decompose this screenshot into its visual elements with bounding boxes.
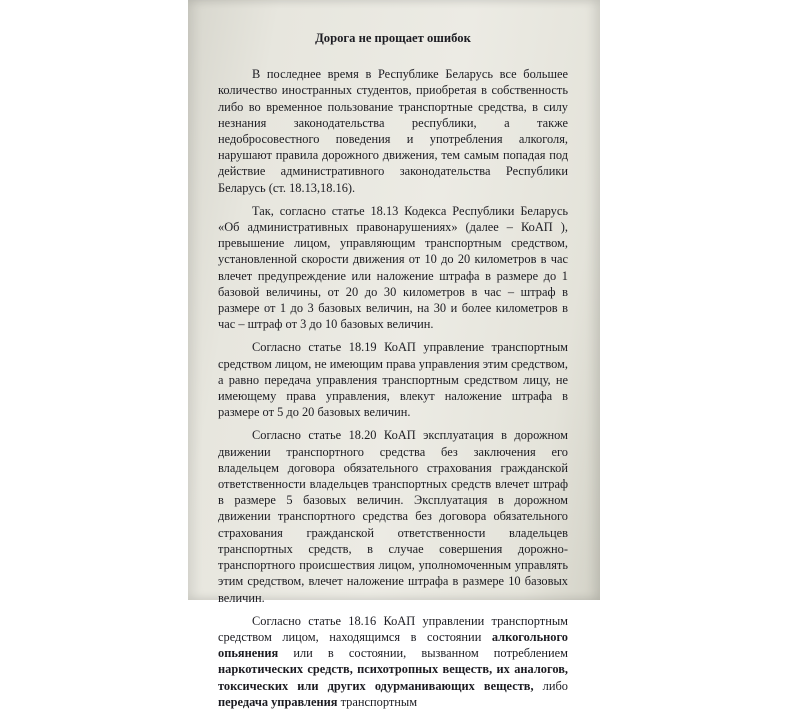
text-segment: транспортным [337,694,418,709]
bold-transfer: передача управления [218,694,338,709]
document-body [218,0,568,717]
bold-alcohol: алкогольного опьянения [218,629,568,661]
paragraph-article-18-13: Так, согласно статье 18.13 Кодекса Республики Беларусь «Об административных правонарушениях» (далее – КоАП ), превышение лицом, управляющим транспортным средством, установленной скорости движения от 10 до 20 километров в час влечет предупреждение или наложение штрафа в размере до 1 базовой величины, от 20 до 30 километров в час – штраф в размере от 1 до 3 базовых величин, на 30 и более километров в час – штраф от 3 до 10 базовых величин. [218,203,568,332]
bold-substances: наркотических средств, психотропных веществ, их аналогов, токсических или других одурманивающих веществ, [218,662,568,693]
document-title: Дорога не прощает ошибок [315,31,471,45]
paragraph-intro: В последнее время в Республике Беларусь все большее количество иностранных студентов, приобретая в собственность либо во временное пользование транспортные средства, в силу незнания законодательства республики, а также недобросовестного поведения и употребления алкоголя, нарушают правила дорожного движения, тем самым попадая под действие административного законодательства Республики Беларусь (ст. 18.13,18.16). [218,67,568,195]
text-segment: или в состоянии, вызванном потреблением [278,646,568,661]
text-segment: либо [533,678,568,693]
paragraph-article-18-20: Согласно статье 18.20 КоАП эксплуатация в дорожном движении транспортного средства без заключения его владельцем договора обязательного страхования гражданской ответственности владельцев транспортных средств влечет штраф в размере 5 базовых величин. Эксплуатация в дорожном движении транспортного средства без договора обязательного страхования гражданской ответственности владельцев транспортных средств, в случае совершения дорожно-транспортного происшествия лицом, уполномоченным управлять этим средством, влечет наложение штрафа в размере 10 базовых величин. [218,428,568,605]
paragraph-article-18-16 [218,613,568,710]
text-segment: Согласно статье 18.16 КоАП управлении транспортным средством лицом, находящимся в состоянии [218,613,568,644]
paragraph-article-18-19: Согласно статье 18.19 КоАП управление транспортным средством лицом, не имеющим права управления этим средством, а равно передача управления транспортным средством лицу, не имеющему права управления, влекут наложение штрафа в размере от 5 до 20 базовых величин. [218,340,568,420]
document-page [188,0,600,709]
